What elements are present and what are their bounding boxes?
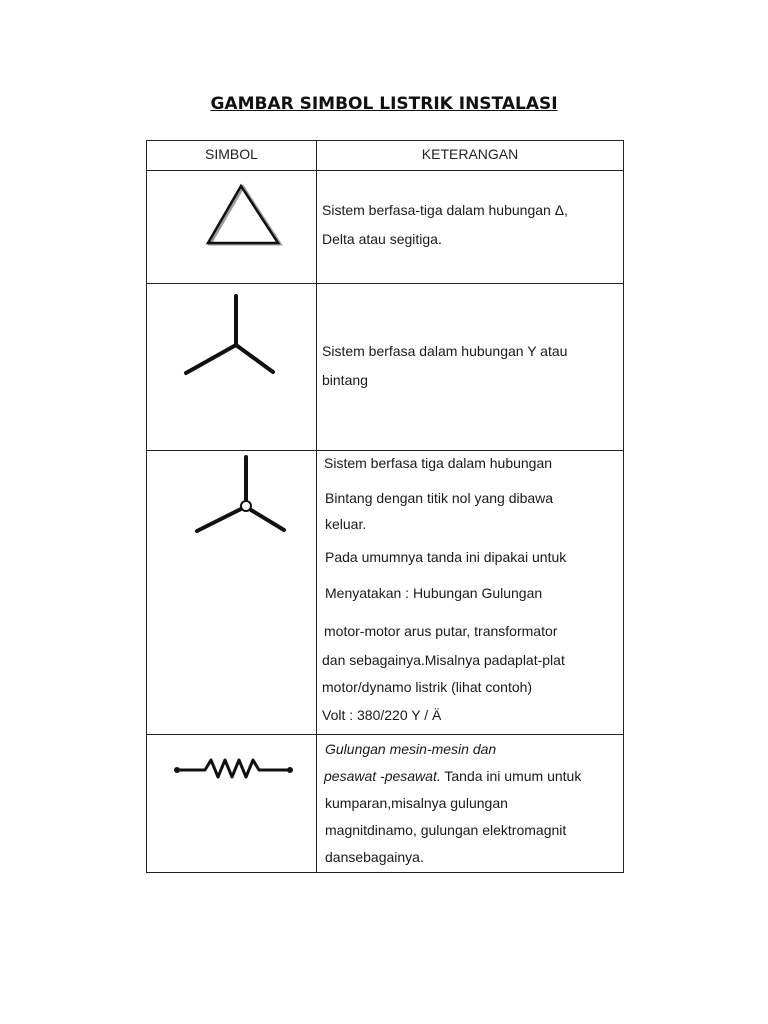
symbol-cell (147, 171, 316, 283)
desc-line: Volt : 380/220 Y / Ä (322, 707, 442, 723)
desc-line: motor/dynamo listrik (lihat contoh) (322, 679, 533, 695)
desc-line: Pada umumnya tanda ini dipakai untuk (325, 549, 567, 565)
description-cell (317, 284, 623, 450)
table-header-row (147, 141, 623, 171)
desc-line: Bintang dengan titik nol yang dibawa (325, 490, 554, 506)
desc-line: Sistem berfasa dalam hubungan Y atau (322, 343, 568, 359)
symbol-cell (147, 451, 316, 734)
symbol-cell (147, 735, 316, 872)
table-row (147, 284, 623, 451)
header-symbol: SIMBOL (205, 146, 258, 162)
star-wye-neutral-icon (147, 451, 316, 735)
delta-triangle-icon (147, 171, 316, 284)
desc-line: dansebagainya. (325, 849, 424, 865)
header-description: KETERANGAN (421, 146, 519, 162)
star-wye-icon (147, 284, 316, 451)
description-cell (317, 171, 623, 283)
desc-line: kumparan,misalnya gulungan (325, 795, 508, 811)
desc-line-italic-part: pesawat -pesawat. (324, 768, 441, 784)
symbol-table (146, 140, 624, 873)
desc-line: Sistem berfasa tiga dalam hubungan (324, 455, 553, 471)
symbol-cell (147, 284, 316, 450)
table-row (147, 451, 623, 735)
table-row (147, 735, 623, 872)
desc-line: pesawat -pesawat. Tanda ini umum untuk (324, 768, 582, 784)
desc-line: magnitdinamo, gulungan elektromagnit (325, 822, 567, 838)
desc-line: motor-motor arus putar, transformator (324, 623, 558, 639)
page-title: GAMBAR SIMBOL LISTRIK INSTALASI (210, 94, 558, 114)
desc-line: keluar. (325, 516, 367, 532)
coil-winding-icon (147, 735, 316, 872)
table-row (147, 171, 623, 284)
description-cell (317, 735, 623, 872)
desc-line: bintang (322, 372, 368, 388)
desc-line: Sistem berfasa-tiga dalam hubungan Δ, (322, 202, 568, 218)
desc-line: Menyatakan : Hubungan Gulungan (325, 585, 543, 601)
desc-line: Delta atau segitiga. (322, 231, 442, 247)
desc-line: dan sebagainya.Misalnya padaplat-plat (322, 652, 565, 668)
description-cell (317, 451, 623, 734)
desc-line: Gulungan mesin-mesin dan (325, 741, 497, 757)
